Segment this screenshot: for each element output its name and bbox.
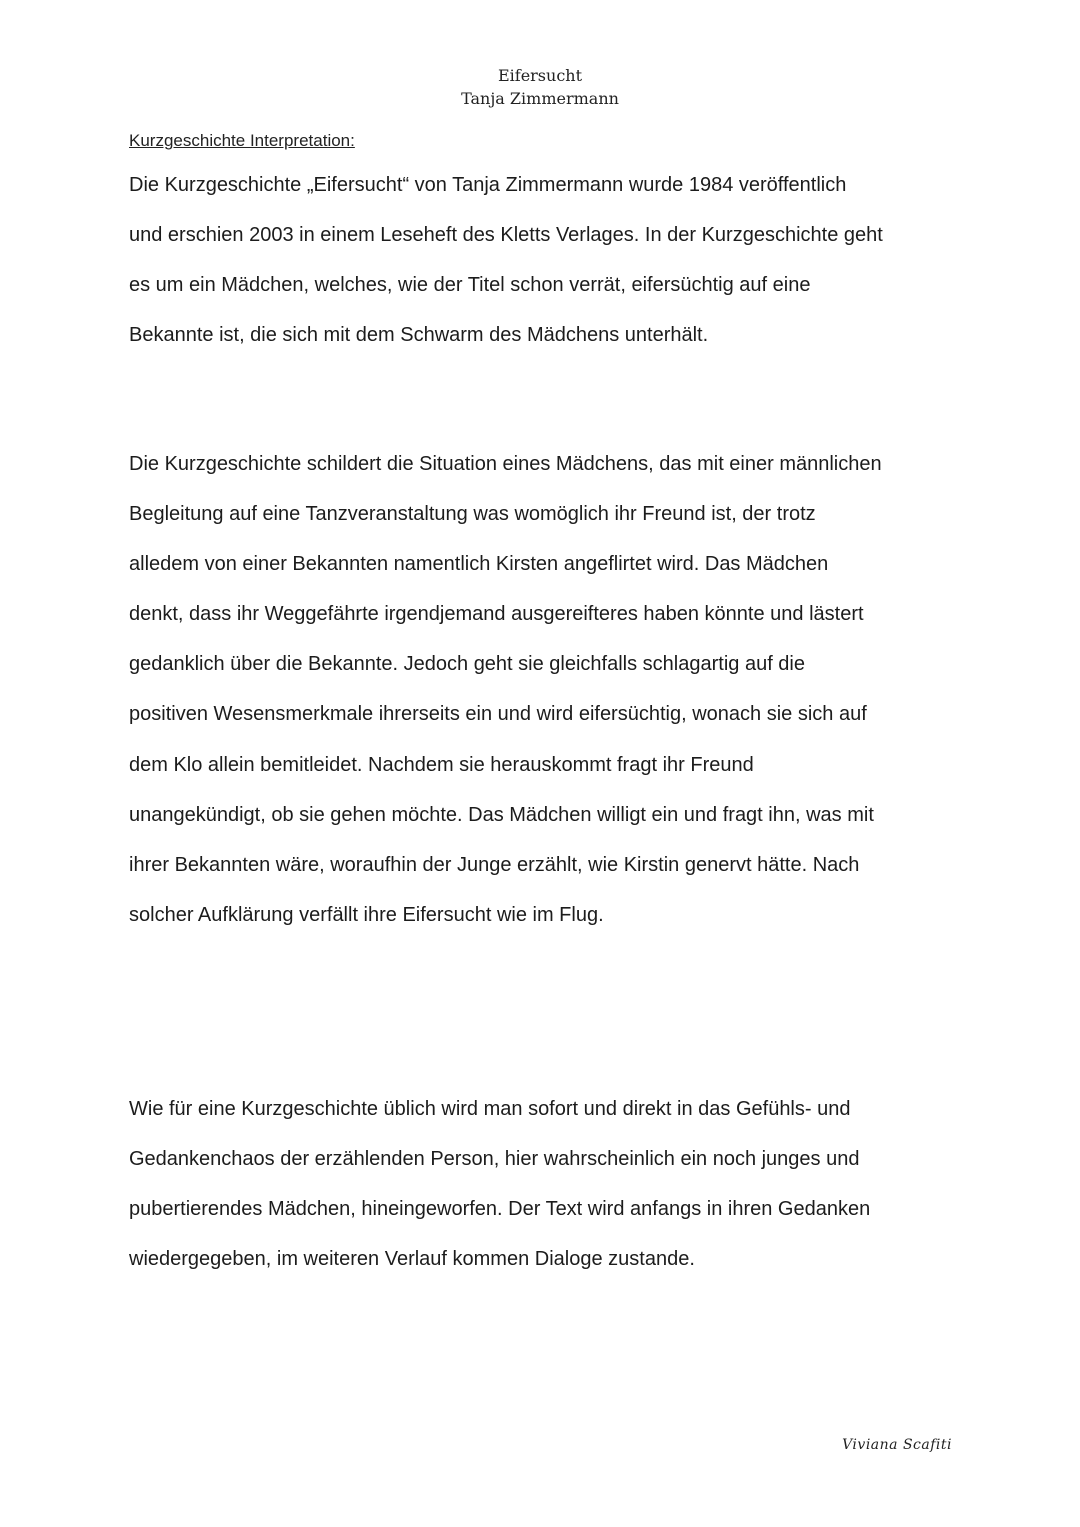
text-line: alledem von einer Bekannten namentlich Kirsten angeflirtet wird. Das Mädchen xyxy=(129,553,829,576)
text-line: gedanklich über die Bekannte. Jedoch geht sie gleichfalls schlagartig auf die xyxy=(129,653,805,676)
section-heading: Kurzgeschichte Interpretation: xyxy=(129,131,355,150)
paragraph-summary xyxy=(129,439,959,940)
text-line: unangekündigt, ob sie gehen möchte. Das Mädchen willigt ein und fragt ihn, was mit xyxy=(129,803,874,826)
document-author: Tanja Zimmermann xyxy=(461,89,619,108)
text-line: Wie für eine Kurzgeschichte üblich wird man sofort und direkt in das Gefühls- und xyxy=(129,1098,851,1120)
text-line: Begleitung auf eine Tanzveranstaltung was womöglich ihr Freund ist, der trotz xyxy=(129,503,816,526)
text-line: Die Kurzgeschichte „Eifersucht“ von Tanja Zimmermann wurde 1984 veröffentlich xyxy=(129,174,847,196)
document-title: Eifersucht xyxy=(497,66,583,85)
text-line: positiven Wesensmerkmale ihrerseits ein und wird eifersüchtig, wonach sie sich auf xyxy=(129,703,867,726)
text-line: denkt, dass ihr Weggefährte irgendjemand ausgereifteres haben könnte und lästert xyxy=(129,603,864,626)
text-line: Gedankenchaos der erzählenden Person, hier wahrscheinlich ein noch junges und xyxy=(129,1148,860,1171)
text-line: solcher Aufklärung verfällt ihre Eifersucht wie im Flug. xyxy=(129,903,604,926)
text-line: ihrer Bekannten wäre, woraufhin der Junge erzählt, wie Kirstin genervt hätte. Nach xyxy=(129,853,860,876)
text-line: es um ein Mädchen, welches, wie der Titel schon verrät, eifersüchtig auf eine xyxy=(129,274,811,297)
text-line: wiedergegeben, im weiteren Verlauf kommen Dialoge zustande. xyxy=(129,1248,695,1271)
paragraph-introduction xyxy=(129,160,959,360)
text-line: pubertierendes Mädchen, hineingeworfen. Der Text wird anfangs in ihren Gedanken xyxy=(129,1198,871,1221)
text-line: dem Klo allein bemitleidet. Nachdem sie herauskommt fragt ihr Freund xyxy=(129,753,754,776)
author-signature: Viviana Scafiti xyxy=(842,1437,952,1453)
text-line: Bekannte ist, die sich mit dem Schwarm des Mädchens unterhält. xyxy=(129,324,709,347)
document-header xyxy=(0,64,1080,110)
paragraph-analysis xyxy=(129,1084,959,1284)
text-line: und erschien 2003 in einem Leseheft des Kletts Verlages. In der Kurzgeschichte geht xyxy=(129,224,883,247)
text-line: Die Kurzgeschichte schildert die Situation eines Mädchens, das mit einer männlichen xyxy=(129,453,882,475)
